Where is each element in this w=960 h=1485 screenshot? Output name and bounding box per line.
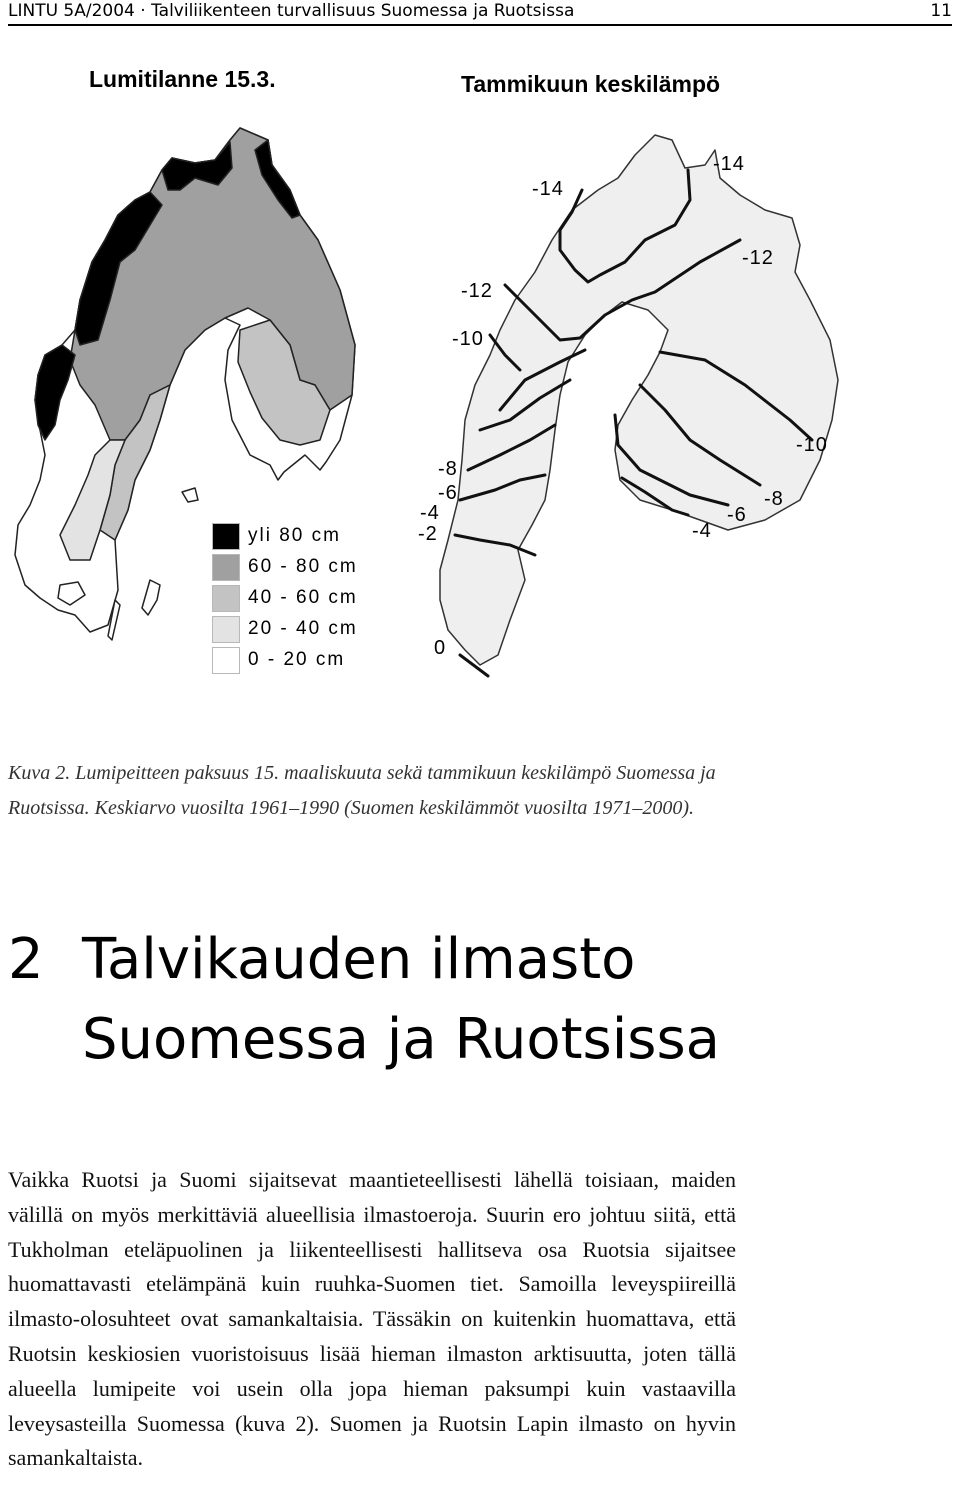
isotherm-label: -14 xyxy=(713,153,745,175)
isotherm-label: -4 xyxy=(692,520,712,542)
figure-maps xyxy=(0,110,960,710)
section-title-line1: Talvikauden ilmasto xyxy=(82,927,636,992)
legend-label: 60 - 80 cm xyxy=(248,556,358,577)
isotherm-label: -6 xyxy=(438,482,458,504)
page-header xyxy=(8,0,952,26)
isotherm-label: -10 xyxy=(452,328,484,350)
isotherm-label: -8 xyxy=(764,488,784,510)
temperature-map-outline xyxy=(440,135,838,665)
running-title: LINTU 5A/2004 · Talviliikenteen turvallisuus Suomessa ja Ruotsissa xyxy=(8,1,575,21)
temperature-map xyxy=(440,135,838,676)
section-title-line2: Suomessa ja Ruotsissa xyxy=(82,1007,720,1072)
section-number: 2 xyxy=(8,927,44,992)
isotherm-label: -14 xyxy=(532,178,564,200)
island-gotland xyxy=(142,580,160,615)
figure-caption: Kuva 2. Lumipeitteen paksuus 15. maaliskuuta sekä tammikuun keskilämpö Suomessa ja Ruotsissa. Keskiarvo vuosilta 1961–1990 (Suomen keskilämmöt vuosilta 1971–2000). xyxy=(8,762,716,819)
legend-swatch xyxy=(212,554,240,581)
legend-item xyxy=(212,646,392,677)
page-number: 11 xyxy=(930,1,952,21)
legend-item xyxy=(212,584,392,615)
legend-item xyxy=(212,553,392,584)
isotherm-label: -2 xyxy=(418,523,438,545)
legend-swatch xyxy=(212,647,240,674)
legend-swatch xyxy=(212,585,240,612)
isotherm-label: 0 xyxy=(434,637,447,659)
legend-item xyxy=(212,522,392,553)
legend-swatch xyxy=(212,523,240,550)
legend-swatch xyxy=(212,616,240,643)
snow-map-title: Lumitilanne 15.3. xyxy=(89,66,276,92)
legend-label: 40 - 60 cm xyxy=(248,587,358,608)
legend-label: yli 80 cm xyxy=(248,525,341,546)
isotherm-label: -6 xyxy=(727,504,747,526)
temperature-map-title: Tammikuun keskilämpö xyxy=(461,71,721,97)
isotherm-label: -10 xyxy=(796,434,828,456)
isotherm-label: -12 xyxy=(742,247,774,269)
isotherm-label: -12 xyxy=(461,280,493,302)
island-aland xyxy=(182,488,198,502)
legend-label: 20 - 40 cm xyxy=(248,618,358,639)
legend-item xyxy=(212,615,392,646)
isotherm-label: -4 xyxy=(420,502,440,524)
legend-label: 0 - 20 cm xyxy=(248,649,346,670)
snow-legend xyxy=(212,522,392,677)
body-paragraph: Vaikka Ruotsi ja Suomi sijaitsevat maantieteellisesti lähellä toisiaan, maiden välillä on myös merkittäviä alueellisia ilmastoeroja. Suurin ero johtuu siitä, että Tukholman eteläpuolinen ja liikenteellisesti hallitseva osa Ruotsia sijaitsee huomattavasti etelämpänä kuin ruuhka-Suomen tiet. Samoilla leveyspiireillä ilmasto-olosuhteet ovat samankaltaisia. Tässäkin on kuitenkin huomattava, että Ruotsin keskiosien vuoristoisuus lisää hieman ilmaston arktisuutta, joten tällä alueella lumipeite voi usein olla jopa hieman paksumpi kuin vastaavilla leveysasteilla Suomessa (kuva 2). Suomen ja Ruotsin Lapin ilmasto on hyvin samankaltaista. xyxy=(8,1167,736,1471)
isotherm-label: -8 xyxy=(438,458,458,480)
